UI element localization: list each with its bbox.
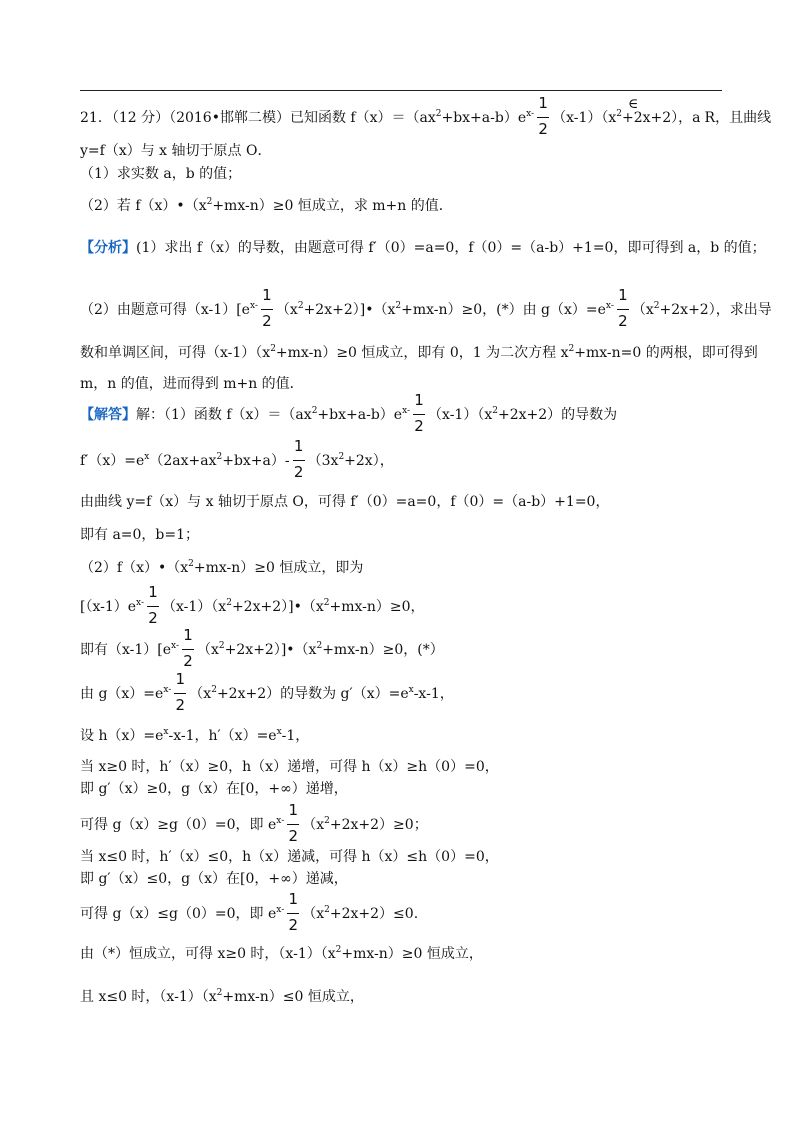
text: （2ax+ax (149, 453, 217, 469)
text: 由（*）恒成立，可得 x≥0 时，（x-1）（x (80, 946, 336, 962)
superscript: 2 (395, 301, 402, 311)
numerator: 1 (618, 286, 628, 304)
denominator: 2 (538, 120, 548, 138)
text: （x (275, 302, 298, 318)
numerator: 1 (538, 94, 548, 112)
text: R，且曲线 (704, 110, 772, 126)
text: +mx-n）≥0，(*）由 g（x）=e (401, 302, 606, 318)
problem-line-2: y=f（x）与 x 轴切于原点 O． (80, 143, 272, 159)
superscript: x- (276, 905, 285, 915)
superscript: 2 (324, 905, 330, 915)
denominator: 2 (288, 827, 299, 845)
superscript: 2 (216, 452, 223, 462)
analysis-line-2 (80, 286, 772, 330)
superscript: 2 (435, 109, 442, 119)
text: +2x）， (344, 453, 394, 469)
text: +bx+a）- (222, 453, 290, 469)
text: 即有（x-1）[e (80, 642, 172, 658)
numerator: 1 (183, 626, 193, 644)
solution-line-1 (80, 391, 618, 435)
superscript: 2 (616, 109, 623, 119)
solution-line-16 (80, 944, 483, 966)
superscript: 2 (316, 641, 323, 651)
text: 数和单调区间，可得（x-1）（x (80, 345, 271, 361)
solution-line-15 (80, 890, 419, 934)
numerator: 1 (414, 391, 424, 409)
fraction-half (616, 286, 630, 330)
superscript: 2 (335, 945, 342, 955)
text: +2x+2），求出导 (659, 302, 772, 318)
text: +2x+2）]•（x (224, 642, 317, 658)
solution-line-10: 当 x≥0 时，h′（x）≥0，h（x）递增，可得 h（x）≥h（0）=0， (80, 759, 499, 775)
solution-line-5 (80, 558, 363, 580)
text: +mx-n）≥0， (329, 599, 425, 615)
analysis-line-1 (80, 238, 766, 258)
superscript: 2 (338, 452, 345, 462)
fraction-half (173, 670, 187, 714)
fraction-half (260, 286, 274, 330)
superscript: 2 (653, 301, 660, 311)
text: [（x-1）e (80, 599, 137, 615)
text: （2）f（x）•（x (80, 560, 189, 576)
text: 由 g（x）=e (80, 686, 164, 702)
superscript: 2 (323, 598, 330, 608)
text: +mx-n）≥0，(*） (322, 642, 444, 658)
solution-line-11: 即 g′（x）≥0，g（x）在[0，+∞）递增， (80, 781, 348, 797)
superscript: x (163, 727, 169, 737)
text: 且 x≤0 时，（x-1）（x (80, 989, 217, 1005)
text: +2x+2）≥0； (329, 817, 428, 833)
superscript: x (276, 727, 282, 737)
text: -x-1，h′（x）=e (168, 728, 277, 744)
text: f′（x）=e (80, 453, 145, 469)
denominator: 2 (148, 609, 158, 627)
solution-line-12 (80, 801, 428, 845)
solution-line-17 (80, 987, 364, 1009)
denominator: 2 (618, 312, 628, 330)
numerator: 1 (293, 437, 304, 455)
fraction-half (286, 890, 300, 934)
analysis-line-4: m，n 的值，进而得到 m+n 的值． (80, 376, 304, 392)
denominator: 2 (175, 696, 186, 714)
solution-line-8 (80, 670, 454, 714)
superscript: x (408, 685, 414, 695)
text: （x (302, 906, 325, 922)
text: +2x+2）]•（x (303, 302, 396, 318)
top-rule (80, 90, 722, 91)
superscript: 2 (568, 344, 575, 354)
superscript: 2 (188, 559, 194, 569)
text: 解：（1）函数 f（x）＝（ax (136, 407, 312, 423)
text: （3x (307, 453, 339, 469)
superscript: x- (526, 109, 535, 119)
superscript: x (144, 452, 150, 462)
denominator: 2 (183, 652, 193, 670)
fraction-half (292, 437, 306, 481)
denominator: 2 (414, 417, 424, 435)
text: +bx+a-b）e (441, 110, 527, 126)
text: （x-1）（x (162, 599, 227, 615)
superscript: 2 (218, 641, 225, 651)
solution-line-13: 当 x≤0 时，h′（x）≤0，h（x）递减，可得 h（x）≤h（0）=0， (80, 849, 499, 865)
text: +2x+2），a (622, 110, 701, 126)
text: 21．（12 分）（2016•邯郸二模）已知函数 f（x）＝（ax (80, 110, 436, 126)
text: 可得 g（x）≥g（0）=0，即 e (80, 817, 277, 833)
text: +2x+2）的导数为 (497, 407, 618, 423)
superscript: 2 (297, 301, 304, 311)
superscript: 2 (311, 406, 318, 416)
solution-line-9 (80, 726, 309, 748)
numerator: 1 (288, 890, 299, 908)
superscript: x- (163, 685, 172, 695)
problem-line-1 (80, 94, 772, 138)
solution-line-4: 即有 a=0，b=1； (80, 527, 200, 543)
superscript: x- (276, 816, 285, 826)
text: (1）求出 f（x）的导数，由题意可得 f′（0）=a=0，f（0）=（a-b）+1=0，即可得到 a，b 的值； (136, 240, 766, 256)
fraction-half (286, 801, 300, 845)
superscript: 2 (270, 344, 276, 354)
superscript: 2 (216, 988, 223, 998)
denominator: 2 (288, 916, 299, 934)
superscript: 2 (492, 406, 498, 416)
problem-line-4 (80, 196, 453, 218)
text: （x (197, 642, 219, 658)
denominator: 2 (262, 312, 272, 330)
superscript: 2 (324, 816, 330, 826)
fraction-half (181, 626, 195, 670)
problem-line-3: （1）求实数 a，b 的值； (80, 166, 242, 182)
text: -1， (281, 728, 310, 744)
text: +mx-n）≥0 恒成立，即为 (193, 560, 364, 576)
superscript: x- (402, 406, 411, 416)
superscript: 2 (206, 197, 213, 207)
solution-tag: 【解答】 (80, 407, 136, 423)
solution-line-6 (80, 583, 425, 627)
superscript: x- (249, 301, 258, 311)
text: （2）若 f（x）•（x (80, 198, 207, 214)
text: （x (631, 302, 654, 318)
text: +bx+a-b）e (317, 407, 403, 423)
solution-line-14: 即 g′（x）≤0，g（x）在[0，+∞）递减， (80, 871, 348, 887)
solution-line-3: 由曲线 y=f（x）与 x 轴切于原点 O，可得 f′（0）=a=0，f（0）=（a-b）+1=0， (80, 494, 610, 510)
numerator: 1 (288, 801, 299, 819)
denominator: 2 (293, 463, 304, 481)
text: +mx-n）≤0 恒成立， (222, 989, 364, 1005)
text: （x-1）（x (552, 110, 617, 126)
text: +2x+2）的导数为 g′（x）=e (216, 686, 409, 702)
numerator: 1 (175, 670, 186, 688)
analysis-line-3 (80, 343, 758, 365)
solution-line-7 (80, 626, 444, 670)
text: +mx-n）≥0 恒成立，即有 0，1 为二次方程 x (275, 345, 569, 361)
text: （2）由题意可得（x-1）[e (80, 302, 250, 318)
superscript: 2 (226, 598, 232, 608)
text: +2x+2）]•（x (231, 599, 324, 615)
fraction-half (536, 94, 550, 138)
text: -x-1， (413, 686, 454, 702)
superscript: x- (605, 301, 614, 311)
text: +mx-n）≥0 恒成立， (341, 946, 483, 962)
solution-line-2 (80, 437, 394, 481)
superscript: 2 (211, 685, 217, 695)
numerator: 1 (148, 583, 158, 601)
fraction-half (412, 391, 426, 435)
superscript: x- (171, 641, 180, 651)
superscript: x- (136, 598, 145, 608)
text: +2x+2）≤0. (329, 906, 419, 922)
fraction-half (146, 583, 160, 627)
text: +mx-n）≥0 恒成立，求 m+n 的值． (212, 198, 453, 214)
text: （x (189, 686, 212, 702)
text: +mx-n=0 的两根，即可得到 (574, 345, 758, 361)
text: 设 h（x）=e (80, 728, 164, 744)
text: （x (302, 817, 325, 833)
text: （x-1）（x (428, 407, 493, 423)
analysis-tag: 【分析】 (80, 240, 136, 256)
numerator: 1 (262, 286, 272, 304)
element-of-symbol: ∈ (628, 96, 639, 112)
text: 可得 g（x）≤g（0）=0，即 e (80, 906, 277, 922)
